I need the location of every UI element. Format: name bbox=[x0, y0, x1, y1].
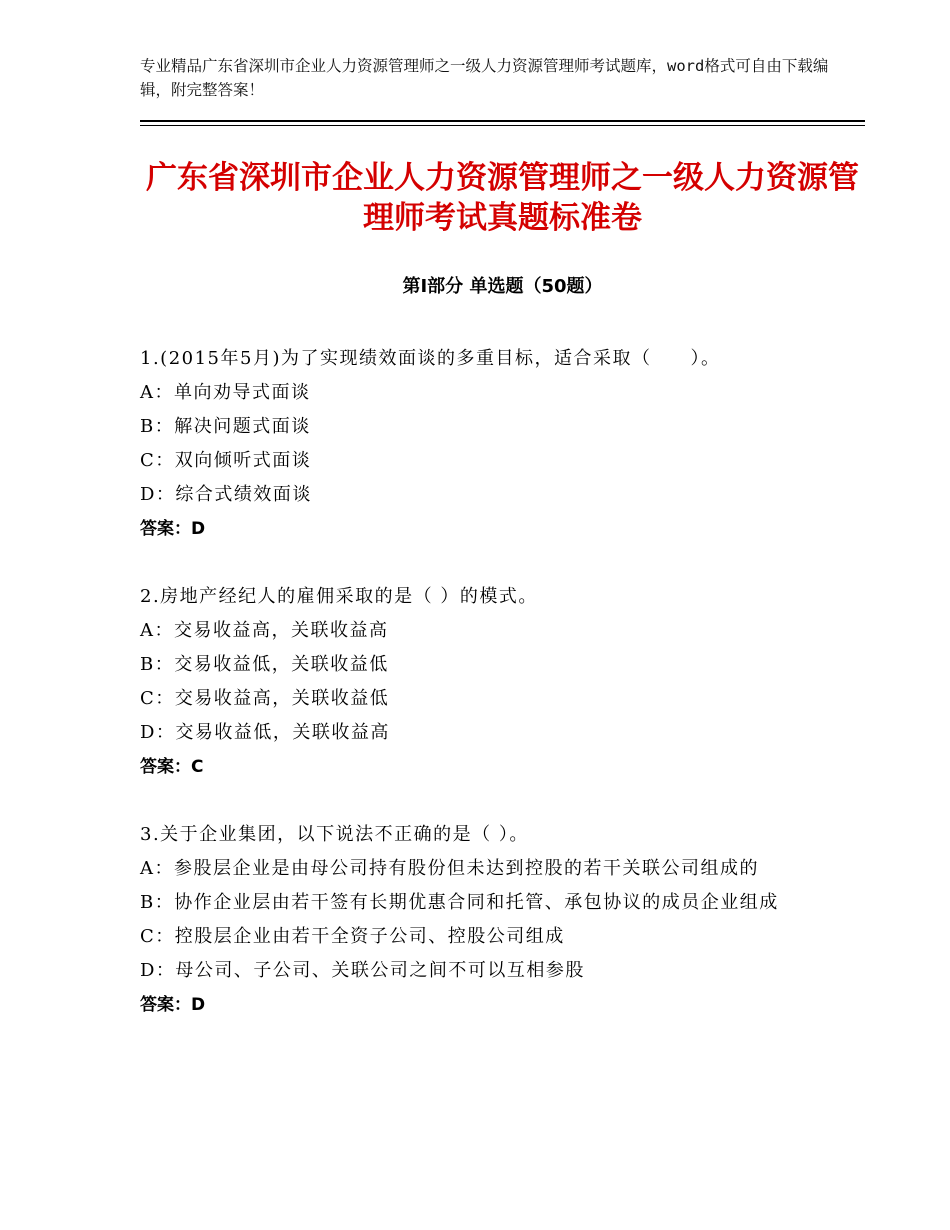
answer: 答案：C bbox=[140, 757, 204, 777]
header-divider-thin bbox=[140, 125, 865, 126]
answer: 答案：D bbox=[140, 519, 206, 539]
option-b: B：交易收益低，关联收益低 bbox=[140, 654, 389, 675]
option-d: D：综合式绩效面谈 bbox=[140, 484, 312, 505]
question-list bbox=[140, 342, 820, 1056]
option-d: D：交易收益低，关联收益高 bbox=[140, 722, 390, 743]
option-b: B：解决问题式面谈 bbox=[140, 416, 311, 437]
option-a: A：单向劝导式面谈 bbox=[140, 382, 311, 403]
section-title: 第Ⅰ部分 单选题（50题） bbox=[402, 276, 603, 297]
question-2 bbox=[140, 580, 820, 784]
option-c: C：交易收益高，关联收益低 bbox=[140, 688, 390, 709]
option-a: A：参股层企业是由母公司持有股份但未达到控股的若干关联公司组成的 bbox=[140, 858, 759, 879]
question-stem: 2.房地产经纪人的雇佣采取的是（ ）的模式。 bbox=[140, 586, 538, 607]
answer: 答案：D bbox=[140, 995, 206, 1015]
question-stem: 3.关于企业集团，以下说法不正确的是（ ）。 bbox=[140, 824, 529, 845]
header-note: 专业精品广东省深圳市企业人力资源管理师之一级人力资源管理师考试题库，word格式可自由下载编辑，附完整答案！ bbox=[140, 57, 829, 99]
option-b: B：协作企业层由若干签有长期优惠合同和托管、承包协议的成员企业组成 bbox=[140, 892, 779, 913]
document-title: 广东省深圳市企业人力资源管理师之一级人力资源管理师考试真题标准卷 bbox=[146, 160, 859, 236]
option-d: D：母公司、子公司、关联公司之间不可以互相参股 bbox=[140, 960, 585, 981]
header-divider-thick bbox=[140, 120, 865, 122]
option-c: C：控股层企业由若干全资子公司、控股公司组成 bbox=[140, 926, 565, 947]
question-stem: 1.(2015年5月)为了实现绩效面谈的多重目标，适合采取（ ）。 bbox=[140, 348, 721, 369]
question-1 bbox=[140, 342, 820, 546]
option-c: C：双向倾听式面谈 bbox=[140, 450, 312, 471]
option-a: A：交易收益高，关联收益高 bbox=[140, 620, 389, 641]
question-3 bbox=[140, 818, 820, 1022]
